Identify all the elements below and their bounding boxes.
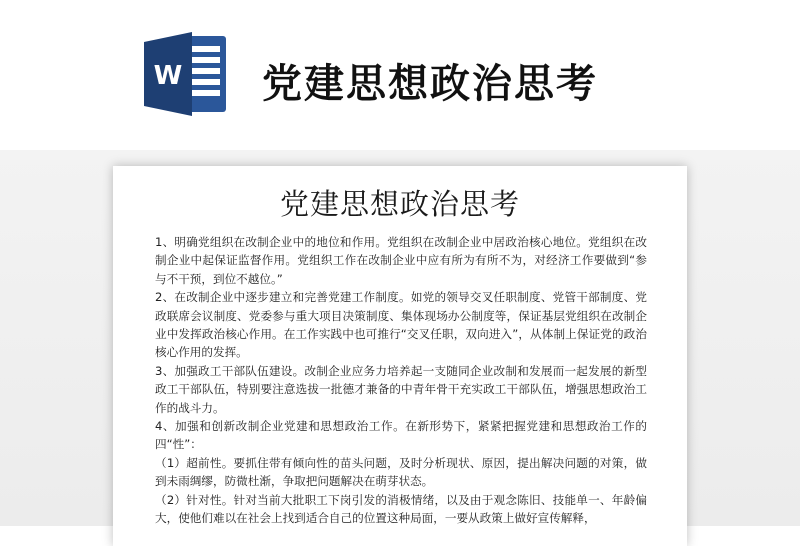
paragraph-4: 4、加强和创新改制企业党建和思想政治工作。在新形势下，紧紧把握党建和思想政治工作的四“性”： <box>155 419 647 452</box>
header-banner <box>0 0 800 150</box>
word-document-icon <box>140 30 232 118</box>
svg-text:W: W <box>153 61 183 91</box>
paragraph-5: （1）超前性。要抓住带有倾向性的苗头问题，及时分析现状、原因，提出解决问题的对策，做到未雨绸缪，防微杜渐，争取把问题解决在萌芽状态。 <box>155 455 647 489</box>
page-title: 党建思想政治思考 <box>262 61 598 107</box>
paragraph-2: 2、在改制企业中逐步建立和完善党建工作制度。如党的领导交叉任职制度、党管干部制度、党政联席会议制度、党委参与重大项目决策制度、集体现场办公制度等，保证基层党组织在改制企业中发挥政治核心作用。在工作实践中也可推行“交叉任职，双向进入”，从体制上保证党的政治核心作用的发挥。 <box>155 290 647 360</box>
document-page <box>113 166 687 546</box>
document-body <box>155 233 647 528</box>
paragraph-1: 1、明确党组织在改制企业中的地位和作用。党组织在改制企业中居政治核心地位。党组织在改制企业中起保证监督作用。党组织工作在改制企业中应有所为有所不为，对经济工作要做到“参与不干预，到位不越位。” <box>155 235 647 286</box>
paragraph-6: （2）针对性。针对当前大批职工下岗引发的消极情绪，以及由于观念陈旧、技能单一、年龄偏大，使他们难以在社会上找到适合自己的位置这种局面，一要从政策上做好宣传解释， <box>155 492 647 526</box>
paragraph-3: 3、加强政工干部队伍建设。改制企业应务力培养起一支随同企业改制和发展而一起发展的新型政工干部队伍，特别要注意选拔一批德才兼备的中青年骨干充实政工干部队伍，增强思想政治工作的战斗力。 <box>155 363 647 415</box>
document-title: 党建思想政治思考 <box>279 187 520 221</box>
